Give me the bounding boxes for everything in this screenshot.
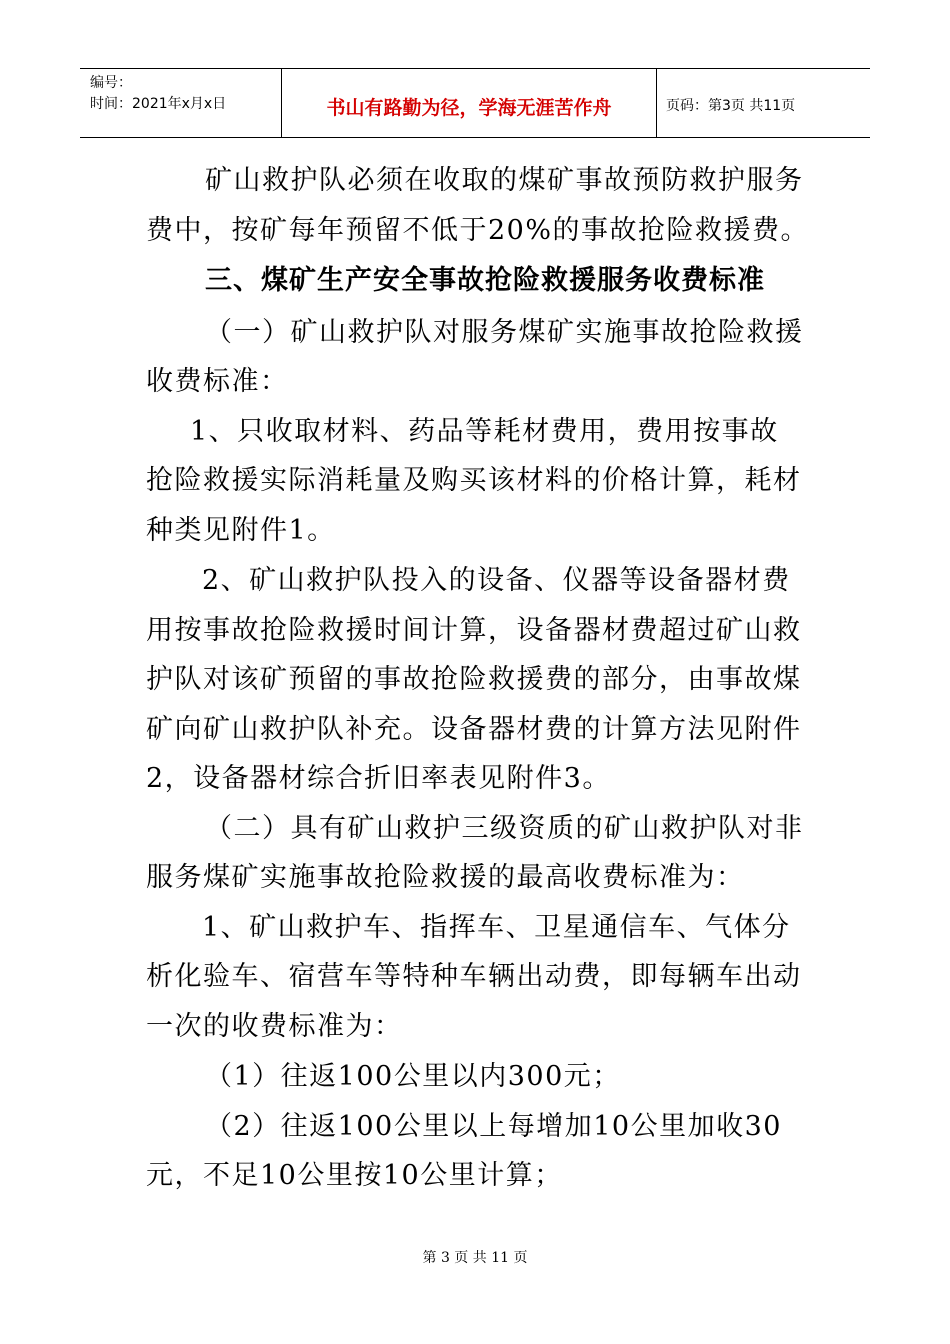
body-line: 服务煤矿实施事故抢险救援的最高收费标准为： bbox=[146, 862, 745, 893]
time-label: 时间：2021年x月x日 bbox=[90, 96, 227, 112]
body-line: 护队对该矿预留的事故抢险救援费的部分，由事故煤 bbox=[146, 664, 802, 695]
body-line: 费中，按矿每年预留不低于20%的事故抢险救援费。 bbox=[146, 215, 810, 246]
code-label: 编号： bbox=[90, 75, 132, 91]
body-line: （2）往返100公里以上每增加10公里加收30 bbox=[205, 1111, 782, 1142]
body-line: 2，设备器材综合折旧率表见附件3。 bbox=[146, 763, 611, 794]
header-motto-cell bbox=[282, 69, 657, 137]
body-line: 抢险救援实际消耗量及购买该材料的价格计算，耗材 bbox=[146, 465, 802, 496]
header-info-cell bbox=[80, 69, 282, 137]
section-heading: 三、煤矿生产安全事故抢险救援服务收费标准 bbox=[205, 265, 765, 296]
body-line: （二）具有矿山救护三级资质的矿山救护队对非 bbox=[205, 813, 804, 844]
body-line: 1、矿山救护车、指挥车、卫星通信车、气体分 bbox=[202, 912, 791, 943]
body-line: 种类见附件1。 bbox=[146, 515, 336, 546]
body-line: 矿山救护队必须在收取的煤矿事故预防救护服务 bbox=[205, 165, 804, 196]
body-line: 矿向矿山救护队补充。设备器材费的计算方法见附件 bbox=[146, 714, 802, 745]
page-footer: 第 3 页 共 11 页 bbox=[422, 1250, 528, 1266]
document-header bbox=[80, 68, 870, 138]
page-label: 页码：第3页 共11页 bbox=[666, 98, 796, 114]
body-line: 1、只收取材料、药品等耗材费用，费用按事故 bbox=[190, 416, 779, 447]
body-line: （1）往返100公里以内300元； bbox=[205, 1061, 621, 1092]
body-line: 用按事故抢险救援时间计算，设备器材费超过矿山救 bbox=[146, 615, 802, 646]
body-line: 一次的收费标准为： bbox=[146, 1011, 403, 1042]
body-line: 收费标准： bbox=[146, 366, 289, 397]
body-line: 析化验车、宿营车等特种车辆出动费，即每辆车出动 bbox=[146, 961, 802, 992]
body-line: （一）矿山救护队对服务煤矿实施事故抢险救援 bbox=[205, 317, 804, 348]
header-page-cell bbox=[657, 69, 870, 137]
body-line: 2、矿山救护队投入的设备、仪器等设备器材费 bbox=[202, 565, 791, 596]
motto-text: 书山有路勤为径，学海无涯苦作舟 bbox=[326, 97, 612, 119]
body-line: 元，不足10公里按10公里计算； bbox=[146, 1160, 563, 1191]
